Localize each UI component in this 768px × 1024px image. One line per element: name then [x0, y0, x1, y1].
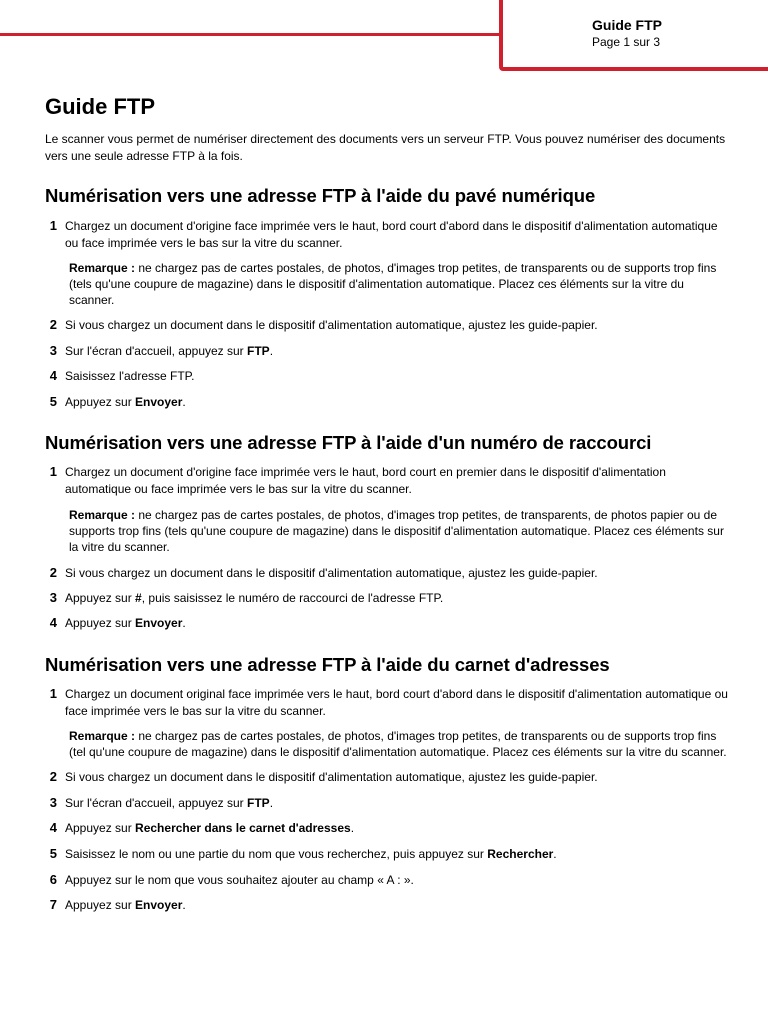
- section-title-keypad: Numérisation vers une adresse FTP à l'aide du pavé numérique: [45, 185, 596, 206]
- header-title: Guide FTP: [592, 17, 662, 33]
- header-rule-bottom: [499, 67, 768, 71]
- intro-paragraph: Le scanner vous permet de numériser directement des documents vers un serveur FTP. Vous pouvez numériser des documents vers une seule adresse FTP à la fois.: [45, 132, 726, 163]
- section-title-shortcut: Numérisation vers une adresse FTP à l'aide d'un numéro de raccourci: [45, 432, 652, 453]
- header-rule-left: [0, 33, 502, 36]
- note: Remarque : ne chargez pas de cartes postales, de photos, d'images trop petites, de transparents ou de supports trop fins (tels qu'une coupure de magazine) dans le dispositif d'alimentation automatique. Placez ces éléments sur la vitre du scanner.: [69, 261, 717, 307]
- header-rule-vertical: [499, 0, 503, 70]
- note: Remarque : ne chargez pas de cartes postales, de photos, d'images trop petites, de transparents ou de supports trop fins (tel qu'une coupure de magazine) dans le dispositif d'alimentation automatique. Placez ces éléments sur la vitre du scanner.: [69, 729, 727, 759]
- header-page-number: Page 1 sur 3: [592, 35, 661, 49]
- note: Remarque : ne chargez pas de cartes postales, de photos, d'images trop petites, de transparents, de photos papier ou de supports trop fins (tels qu'une coupure de magazine) dans le dispositif d'alimentation automatique. Placez ces éléments sur la vitre du scanner.: [69, 508, 724, 554]
- document-title: Guide FTP: [45, 94, 155, 119]
- section-title-address-book: Numérisation vers une adresse FTP à l'aide du carnet d'adresses: [45, 654, 610, 675]
